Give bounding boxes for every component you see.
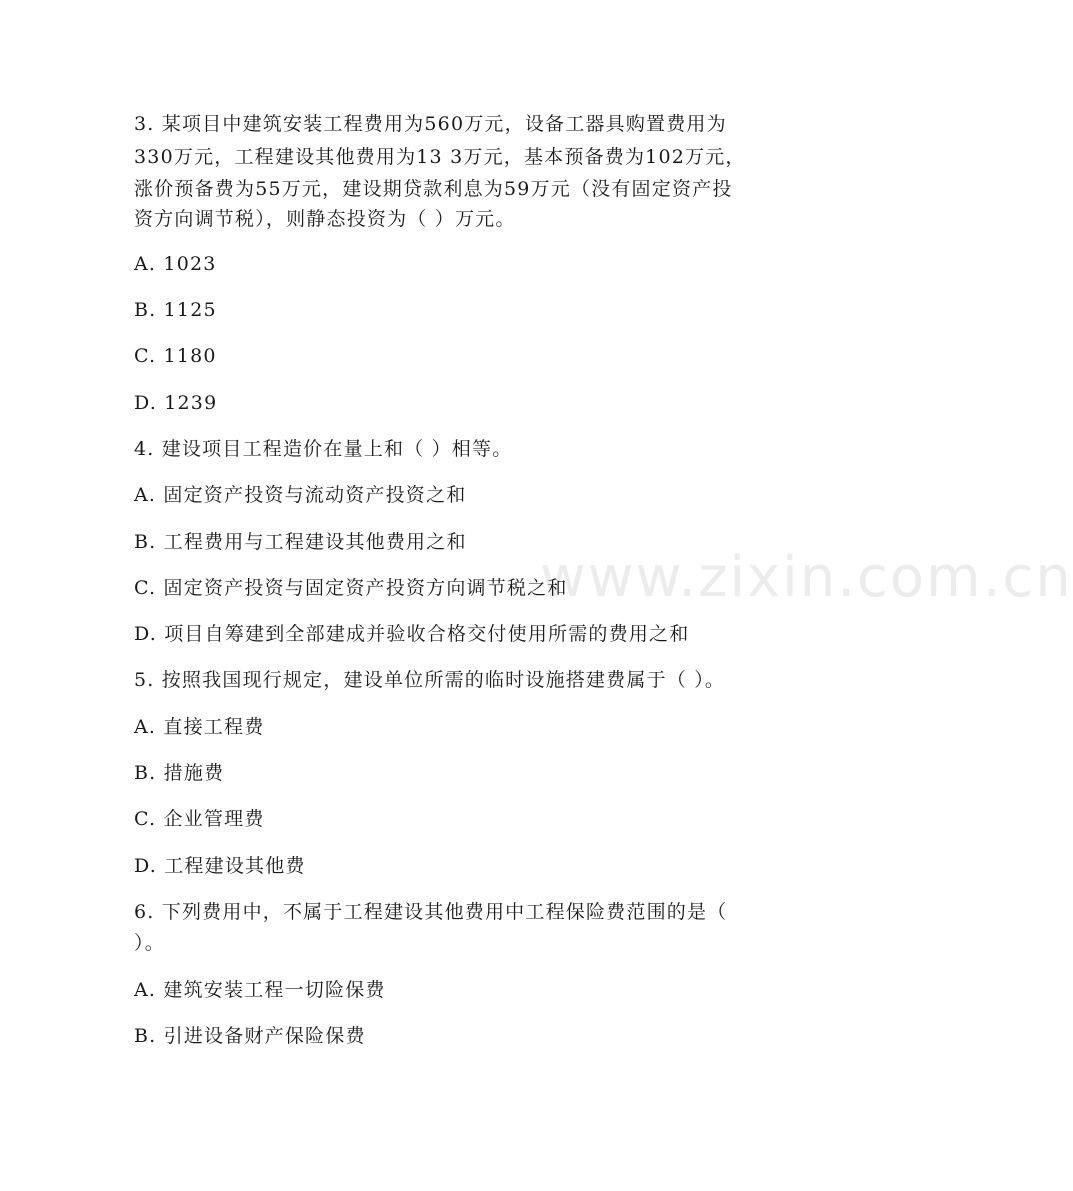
question-4-option-a: A. 固定资产投资与流动资产投资之和 (134, 484, 467, 506)
question-3-stem-line-1: 3. 某项目中建筑安装工程费用为560万元，设备工器具购置费用为 (134, 113, 727, 135)
question-6-stem-line-2: ）。 (134, 932, 165, 954)
question-6-option-b: B. 引进设备财产保险保费 (134, 1025, 366, 1047)
question-3-option-d: D. 1239 (134, 392, 218, 414)
question-3-stem-line-3: 涨价预备费为55万元，建设期贷款利息为59万元（没有固定资产投 (134, 178, 733, 200)
question-4-option-c: C. 固定资产投资与固定资产投资方向调节税之和 (134, 577, 568, 599)
question-5-option-d: D. 工程建设其他费 (134, 855, 306, 877)
question-4-option-d: D. 项目自筹建到全部建成并验收合格交付使用所需的费用之和 (134, 623, 690, 645)
question-3-option-b: B. 1125 (134, 299, 217, 321)
watermark: www.zixin.com.cn (540, 545, 1073, 610)
question-6-option-a: A. 建筑安装工程一切险保费 (134, 979, 386, 1001)
question-4-option-b: B. 工程费用与工程建设其他费用之和 (134, 531, 467, 553)
question-3-option-c: C. 1180 (134, 345, 217, 367)
question-3-stem-line-2: 330万元，工程建设其他费用为13 3万元，基本预备费为102万元， (134, 146, 746, 168)
question-3-option-a: A. 1023 (134, 253, 217, 275)
question-3-stem-line-4: 资方向调节税），则静态投资为（ ）万元。 (134, 208, 516, 230)
question-5-option-c: C. 企业管理费 (134, 808, 265, 830)
question-4-stem-line-1: 4. 建设项目工程造价在量上和（ ）相等。 (134, 438, 513, 460)
question-6-stem-line-1: 6. 下列费用中，不属于工程建设其他费用中工程保险费范围的是（ (134, 901, 728, 923)
question-5-option-b: B. 措施费 (134, 762, 225, 784)
question-5-stem-line-1: 5. 按照我国现行规定，建设单位所需的临时设施搭建费属于（ ）。 (134, 669, 726, 691)
question-5-option-a: A. 直接工程费 (134, 716, 265, 738)
